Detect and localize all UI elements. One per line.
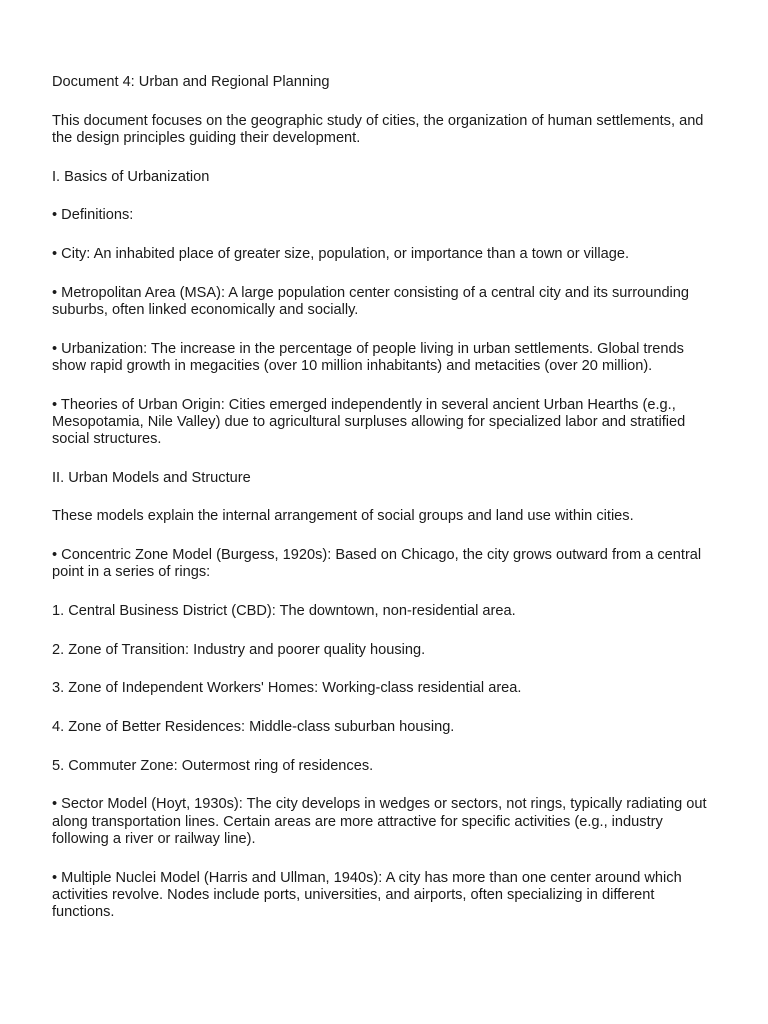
section-heading-models: II. Urban Models and Structure — [52, 469, 251, 486]
bullet-urban-origin: • Theories of Urban Origin: Cities emerged independently in several ancient Urban Hearths (e.g., Mesopotamia, Nile Valley) due to agricultural surpluses allowing for specialized labor and stratified social structures. — [52, 396, 686, 447]
bullet-city: • City: An inhabited place of greater size, population, or importance than a town or village. — [52, 246, 630, 263]
numbered-item-1: 1. Central Business District (CBD): The downtown, non-residential area. — [52, 602, 516, 619]
bullet-multiple-nuclei: • Multiple Nuclei Model (Harris and Ullman, 1940s): A city has more than one center around which activities revolve. Nodes include ports, universities, and airports, often specializing in different functions. — [52, 869, 682, 920]
bullet-concentric-zone: • Concentric Zone Model (Burgess, 1920s): Based on Chicago, the city grows outward from a central point in a series of rings: — [52, 547, 702, 581]
bullet-urbanization: • Urbanization: The increase in the percentage of people living in urban settlements. Global trends show rapid growth in megacities (over 10 million inhabitants) and metacities (over 20 million). — [52, 340, 684, 374]
bullet-definitions: • Definitions: — [52, 207, 134, 224]
intro-paragraph: This document focuses on the geographic study of cities, the organization of human settlements, and the design principles guiding their development. — [52, 112, 704, 146]
models-intro-paragraph: These models explain the internal arrangement of social groups and land use within cities. — [52, 508, 634, 525]
numbered-item-3: 3. Zone of Independent Workers' Homes: Working-class residential area. — [52, 680, 522, 697]
document-page — [52, 74, 720, 943]
section-heading-basics: I. Basics of Urbanization — [52, 168, 210, 185]
document-title: Document 4: Urban and Regional Planning — [52, 74, 330, 90]
numbered-item-2: 2. Zone of Transition: Industry and poorer quality housing. — [52, 641, 426, 658]
bullet-metropolitan-area: • Metropolitan Area (MSA): A large population center consisting of a central city and its surrounding suburbs, often linked economically and socially. — [52, 284, 690, 318]
bullet-sector-model: • Sector Model (Hoyt, 1930s): The city develops in wedges or sectors, not rings, typically radiating out along transportation lines. Certain areas are more attractive for specific activities (e.g., industry following a river or railway line). — [52, 796, 707, 847]
numbered-item-4: 4. Zone of Better Residences: Middle-class suburban housing. — [52, 719, 455, 736]
numbered-item-5: 5. Commuter Zone: Outermost ring of residences. — [52, 757, 374, 774]
